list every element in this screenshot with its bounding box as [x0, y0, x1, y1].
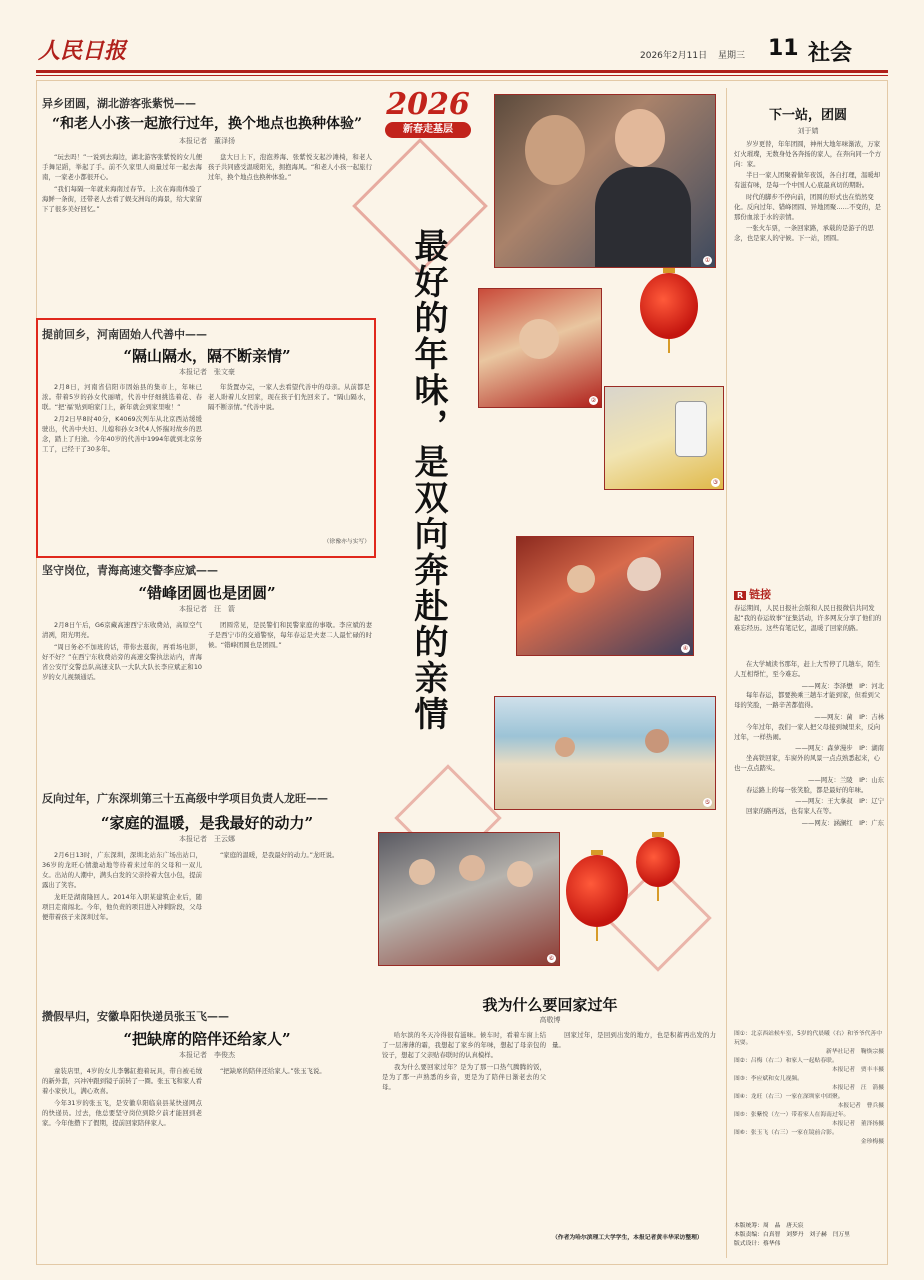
article3-byline: 本报记者 汪 箭: [179, 605, 235, 613]
caption-line: 本报记者 汪 箭摄: [831, 1085, 884, 1091]
article3-headline: “错峰团圆也是团圆”: [138, 584, 276, 602]
article1-headline: “和老人小孩一起旅行过年，换个地点也换种体验”: [51, 116, 363, 132]
photo-number: ⑥: [548, 955, 555, 962]
caption-line: 本报记者 董泽扬摄: [831, 1121, 884, 1127]
article2-body-right: [208, 382, 370, 532]
issue-weekday: 星期三: [718, 51, 746, 61]
comment-text: 回家的路再远，也有家人在等。: [746, 807, 836, 816]
article5-para-1: 童装店里，4岁的女儿李馨缸抱着玩具，带自被毛绒的新外套，兴冲冲跟到镜子前转了一圈。张玉飞和家人看着小家伙儿，满心欢喜。: [42, 1067, 202, 1095]
caption-line: 本报记者 贾丰丰摄: [831, 1067, 884, 1073]
photo-1-figure: [615, 109, 665, 167]
article5-byline: 本报记者 李俊杰: [179, 1051, 235, 1059]
lantern-icon: [636, 832, 680, 901]
photo-6-figure: [409, 859, 435, 885]
sidebar-para-2: 半日一家人团聚着做年夜饭，各自打理，温暖却有滋有味，是每一个中国人心底最真切的期盼。: [734, 171, 881, 190]
sidebar-divider: [726, 88, 727, 1258]
comment-text: 今年过年，我们一家人把父母接到城里来，反向过年，一样热闹。: [734, 722, 881, 741]
article3-para-3: 团圆常见，是民警们和民警家庭的事歇。李应斌的妻子是西宁市的交通警察，每年春运是夫妻二人最忙碌的时候。“错峰团圆也是团圆。”: [208, 621, 372, 649]
article5-body-left: [42, 1066, 202, 1256]
photo-5-figure: [645, 729, 669, 753]
comment-user: ——网友：菌 IP：吉林: [814, 712, 884, 721]
article4-headline: “家庭的温暖，是我最好的动力”: [100, 814, 314, 832]
sidebar-para-3: 时代的脚步不停向前，团圆的形式也在悄然变化。反向过年、错峰团圆、异地团聚……不变的，是那份血浓于水的亲情。: [734, 192, 881, 221]
article2-credit: （徐豫亦与实写）: [323, 539, 370, 545]
article5-para-2: 今年31岁的张玉飞，是安徽阜阳临泉县某快递网点的快递员。过去，他总要坚守岗位到除夕前才能回到老家。今年他攒下了假期，提前回家陪伴家人。: [42, 1099, 202, 1127]
article2-headline: “隔山隔水，隔不断亲情”: [123, 347, 291, 365]
photo-number: ④: [682, 645, 689, 652]
essay-body-right: [552, 1030, 716, 1230]
sidebar-body: [734, 140, 884, 570]
banner-label: 新春走基层: [385, 122, 471, 138]
banner-year: 2026: [386, 87, 470, 122]
comment-text: 春运路上的每一张笑脸，都是最好的年味。: [746, 785, 868, 794]
photo-6-figure: [459, 855, 485, 881]
editor-credits: [734, 1222, 884, 1262]
photo-captions: [734, 1030, 884, 1220]
essay-para-1: 哈尔滨的冬天冷得很有滋味。候车时，看着车窗上结了一层薄薄的霜，我想起了家乡的年味，想起了母亲包的饺子，想起了父亲贴春联时的认真模样。: [382, 1031, 546, 1059]
article1-para-1: “玩去吗！”一说到去海边，湖北游客张紫悦的女儿便手舞足蹈，举起了手。前不久家里人商量过年一起去海南，一家老小都很开心。: [42, 153, 202, 181]
caption-line: 图⑤：张紫悦（左一）带着家人在海南过年。: [734, 1112, 850, 1118]
photo-5-figure: [555, 737, 575, 757]
article5-kicker: 攒假早归，安徽阜阳快递员张玉飞——: [42, 1010, 229, 1023]
essay-body-left: [382, 1030, 546, 1252]
article3-body-right: [208, 620, 372, 780]
article1-body-right: [208, 152, 372, 310]
lantern-icon: [640, 268, 698, 353]
new-year-banner: [372, 88, 484, 150]
caption-line: 金珍梅摄: [860, 1139, 884, 1145]
page-number: 11: [768, 36, 799, 61]
header-rule-thin: [36, 75, 888, 76]
photo-1-figure: [595, 167, 691, 267]
link-box-title: [734, 586, 882, 602]
main-title: 最好的年味，是双向奔赴的亲情: [408, 228, 448, 732]
article5-para-3: “把缺席的陪伴还给家人。”张玉飞说。: [220, 1067, 326, 1075]
article2-kicker: 提前回乡，河南固始人代善中——: [42, 328, 207, 341]
photo-6-figure: [507, 861, 533, 887]
link-box-title-text: 链接: [749, 588, 772, 601]
sidebar-author: 刘于婧: [797, 127, 819, 135]
article4-para-2: 龙旺是湖南隆回人。2014年入职某建筑企业后，随项目走南闯北。今年，他负责的项目进入冲刺阶段，父母便带着孩子来深圳过年。: [42, 893, 202, 921]
photo-4-figure: [567, 565, 595, 593]
article3-body-left: [42, 620, 202, 780]
article4-para-1: 2月6日13时，广东深圳，深圳北站东广场出站口，36岁的龙旺心情激动地等待着来过年的父母和一双儿女。出站的人潮中，满头白发的父亲拎着大包小包，提前露出了笑容。: [42, 851, 202, 889]
photo-number: ③: [712, 479, 719, 486]
caption-line: 本报记者 曹兵摄: [837, 1103, 884, 1109]
link-box-intro: 春运期间，人民日报社会版和人民日报微信共同发起“我的春运故事”征集活动，许多网友分享了他们的难忘经历。这些有笔记忆，温暖了回家的路。: [734, 604, 882, 632]
article4-body-left: [42, 850, 202, 998]
photo-number: ①: [704, 257, 711, 264]
caption-line: 图④：龙旺（右三）一家在深圳家中团聚。: [734, 1094, 844, 1100]
article1-para-2: “我们每隔一年就来海南过春节。上次在海南体验了海鲜一条街，还带老人去看了蜈支洲岛的海景，给大家留下了很多美好回忆。”: [42, 185, 202, 213]
editor-line: 版式设计：蔡华伟: [734, 1241, 781, 1247]
comment-text: 坐高铁回家，车窗外的风景一点点熟悉起来，心也一点点踏实。: [734, 754, 881, 772]
caption-line: 图③：李应斌和女儿视频。: [734, 1076, 803, 1082]
article4-byline: 本报记者 王云娜: [179, 835, 235, 843]
photo-4: [516, 536, 694, 656]
comment-user: ——网友：兰陵 IP：山东: [807, 775, 884, 784]
caption-line: 图⑥：张玉飞（右三）一家在镜前合影。: [734, 1130, 838, 1136]
article1-byline: 本报记者 董泽扬: [179, 137, 235, 145]
photo-3: [604, 386, 724, 490]
comment-user: ——网友：李泽懋 IP：河北: [801, 681, 884, 690]
editor-line: 本版责编：白真智 刘梦丹 刘子赫 闫万里: [734, 1232, 850, 1238]
sidebar-para-4: 一张火车票，一条回家路，承载的是游子的思念，也是家人的守候。下一站，团圆。: [734, 224, 874, 243]
article2-para-1: 2月8日，河南省信阳市固始县的集市上，年味已浓。带着5岁的孙女代丽晴，代善中仔细挑选着花、春联。“把‘福’贴到咱家门上，新年就会到家里啦！”: [42, 383, 202, 411]
photo-1-figure: [525, 115, 585, 185]
comment-user: ——网友：森萝漫步 IP：湖南: [795, 744, 884, 753]
comment-text: 每年春运，都要换乘三趟车才能到家，但看到父母的笑脸，一路辛苦都值得。: [734, 691, 881, 710]
section-title: 社会: [808, 41, 853, 66]
photo-4-figure: [627, 557, 661, 591]
photo-1: [494, 94, 716, 268]
article4-para-3: “家庭的温暖，是我最好的动力。”龙旺说。: [220, 851, 339, 859]
article4-kicker: 反向过年，广东深圳第三十五高级中学项目负责人龙旺——: [42, 792, 328, 805]
essay-para-2: 我为什么要回家过年？是为了那一口热气腾腾的饭，是为了那一声熟悉的乡音，更是为了陪伴日渐老去的父母。: [382, 1063, 546, 1091]
caption-line: 图②：吕梅（右二）和家人一起贴春联。: [734, 1058, 838, 1064]
caption-line: 图①：北京西站候车室，5岁的代晨曦（右）和爷爷代善中玩耍。: [734, 1031, 883, 1046]
comment-text: 在大学城读书那年，赶上大雪停了几趟车，陌生人互相帮忙，至今难忘。: [734, 660, 881, 678]
article5-body-right: [208, 1066, 372, 1256]
article1-body-left: [42, 152, 202, 310]
sidebar-para-1: 岁岁更替，年年团圆，神州大地年味渐浓，万家灯火璀璨，无数身处各奔扬的家人，在奔向同一个方向：家。: [734, 140, 881, 168]
editor-line: 本版统筹：周 晶 唐天宸: [734, 1223, 804, 1229]
article2-body-left: [42, 382, 202, 550]
essay-author-note: （作者为哈尔滨理工大学学生，本报记者黄丰华采访整理）: [552, 1235, 703, 1241]
article1-kicker: 异乡团圆，湖北游客张紫悦——: [42, 97, 196, 110]
article1-para-3: 盘大日上下，泡泡养海、张紫悦支起沙滩椅，和老人孩子共同感受温暖阳光，拥抱海风。“和老人小孩一起旅行过年，换个地点也换种体验。”: [208, 153, 372, 181]
photo-number: ⑤: [704, 799, 711, 806]
issue-date: 2026年2月11日: [640, 51, 708, 61]
photo-number: ②: [590, 397, 597, 404]
article2-para-2: 2月2日早8时40分，K4069次列车从北京西站缓缓驶出，代善中夫妇、儿媳和孙女3代4人怀揣对故乡的思念，踏上了归途。今年40岁的代善中1994年就到北京务工了，已经干了30多年。: [42, 415, 202, 453]
article2-byline: 本报记者 张文豪: [179, 368, 235, 376]
photo-5: [494, 696, 716, 810]
phone-shape: [675, 401, 707, 457]
article5-headline: “把缺席的陪伴还给家人”: [123, 1030, 291, 1048]
article3-kicker: 坚守岗位，青海高速交警李应斌——: [42, 564, 218, 577]
article3-para-2: “周日务必不加班的话，带你去逛街，再看场电影，好不好？”在西宁东收费站旁的高速交警执法站内，青海省公安厅交警总队高速支队一大队大队长李应斌正和10岁的女儿视频通话。: [42, 643, 202, 681]
essay-para-3: 回家过年，是回到出发的地方，也是积蓄再出发的力量。: [552, 1031, 716, 1049]
article2-para-3: 年货置办完，一家人去看望代善中的母亲。从前都是老人盼着儿女回家，现在孩子们先回来了。“隔山隔水，隔不断亲情。”代善中说。: [208, 383, 370, 411]
photo-6: [378, 832, 560, 966]
sidebar-title: 下一站，团圆: [768, 108, 847, 123]
caption-line: 新华社记者 鞠焕宗摄: [826, 1049, 884, 1055]
link-box-badge: R: [734, 591, 746, 600]
photo-2-figure: [519, 319, 559, 359]
photo-2: [478, 288, 602, 408]
comment-user: ——网友：王大拿叔 IP：辽宁: [795, 797, 884, 806]
lantern-icon: [566, 850, 628, 941]
essay-author: 高敬博: [539, 1016, 561, 1024]
comment-user: ——网友：涵澜红 IP：广东: [801, 818, 884, 827]
article4-body-right: [208, 850, 372, 998]
masthead: 人民日报: [38, 38, 127, 64]
header-rule: [36, 70, 888, 73]
link-box-comments: [734, 660, 884, 1020]
essay-title: 我为什么要回家过年: [482, 996, 618, 1014]
article3-para-1: 2月8日午后，G6京藏高速西宁东收费站，高原空气清冽，阳光明亮。: [42, 621, 202, 639]
